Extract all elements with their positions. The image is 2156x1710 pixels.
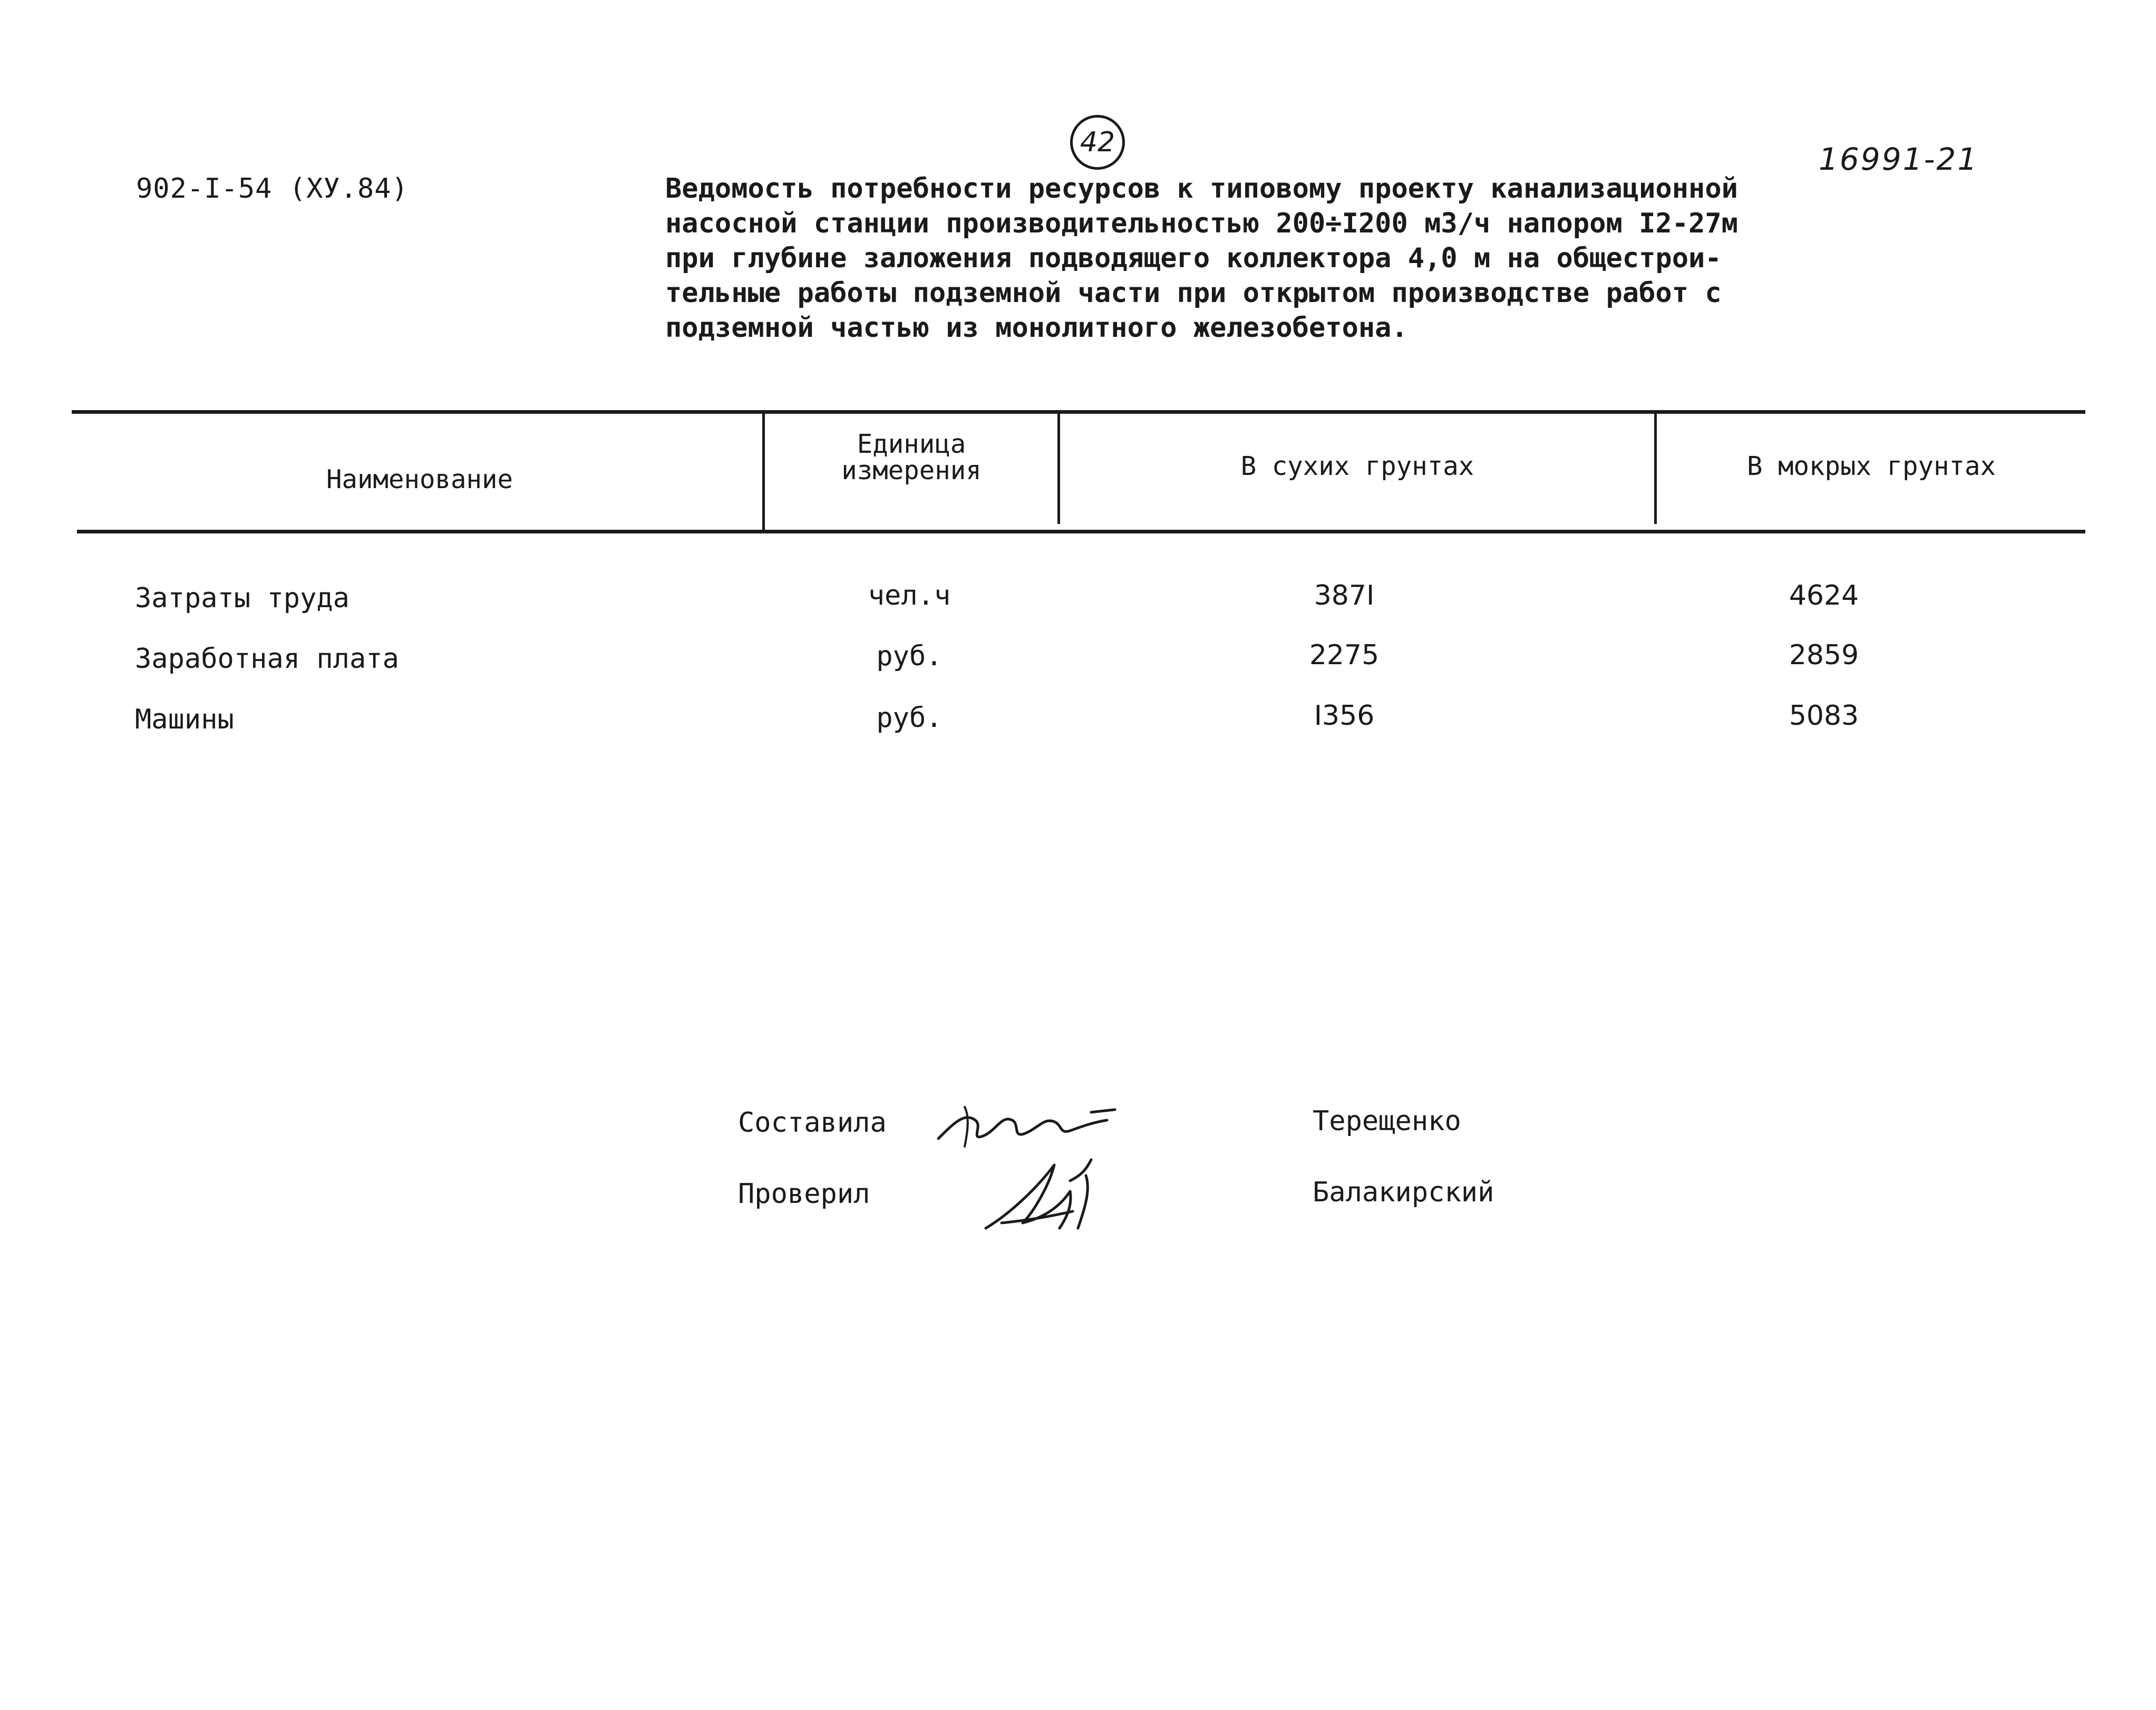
row-dry-value: 387I	[1314, 580, 1375, 611]
row-unit: руб.	[876, 640, 943, 672]
checked-by-label: Проверил	[738, 1178, 870, 1210]
row-wet-value: 4624	[1789, 580, 1859, 611]
row-name: Затраты труда	[135, 582, 349, 614]
column-divider-3	[1654, 412, 1657, 524]
document-title: Ведомость потребности ресурсов к типовому проекту канализационной насосной станции производительностью 200÷I200 м3/ч напором I2-27м при глубине заложения подводящего коллектора 4,0 м на общестрои- тельные работы подземной части при открытом производстве работ с подземной частью из монолитного железобетона.	[665, 173, 1738, 344]
row-name: Машины	[135, 704, 234, 735]
column-header-name: Наименование	[326, 464, 513, 494]
compiled-by-label: Составила	[738, 1107, 887, 1139]
archive-number: 16991-21	[1819, 141, 1979, 177]
column-divider-2	[1057, 412, 1060, 524]
row-wet-value: 5083	[1789, 700, 1859, 732]
document-code: 902-I-54 (XУ.84)	[136, 173, 409, 205]
column-divider-1	[762, 412, 765, 533]
checked-by-name: Балакирский	[1313, 1177, 1494, 1208]
page-number: 42	[1080, 127, 1115, 158]
row-dry-value: 2275	[1309, 639, 1380, 671]
column-header-unit: Единица измерения	[841, 429, 982, 485]
compiled-signature-icon	[933, 1091, 1123, 1154]
row-wet-value: 2859	[1789, 639, 1859, 671]
compiled-by-name: Терещенко	[1313, 1105, 1461, 1137]
row-unit: чел.ч	[868, 580, 951, 611]
column-header-dry: В сухих грунтах	[1240, 451, 1474, 481]
table-top-rule	[72, 410, 2085, 414]
checked-signature-icon	[980, 1154, 1118, 1233]
row-unit: руб.	[876, 702, 943, 734]
table-header-rule	[77, 530, 2085, 533]
page-number-stamp	[1070, 115, 1125, 170]
column-header-wet: В мокрых грунтах	[1746, 451, 1996, 481]
row-dry-value: I356	[1314, 700, 1375, 732]
row-name: Заработная плата	[135, 643, 399, 675]
